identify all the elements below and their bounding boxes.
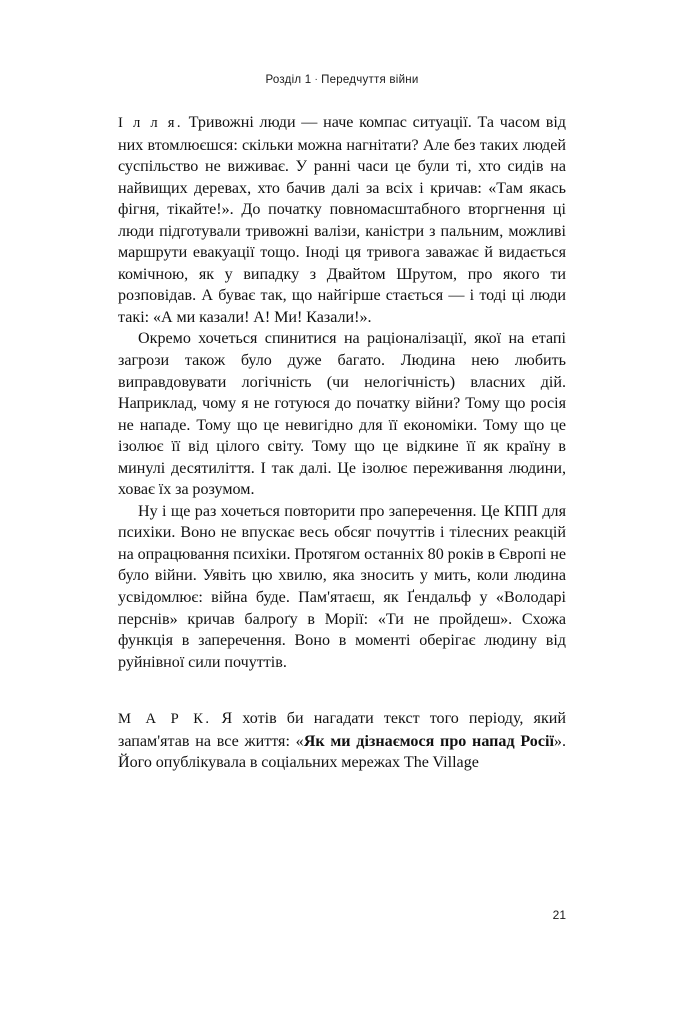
speaker-label-mark: М А Р К. (118, 711, 212, 728)
paragraph-text: Окремо хочеться спинитися на раціоналізації, якої на етапі загрози також було дуже багато. Людина нею любить виправдовувати логічність (чи нелогічність) власних дій. Наприклад, чому я не готуюся до початку війни? Тому що росія не нападе. Тому що це невигідно для її економіки. Тому що це ізолює її від цілого світу. Тому що це відкине її як країну в минулі десятиліття. І так далі. Це ізолює переживання людини, ховає їх за розумом. (118, 330, 566, 499)
paragraph-text-before-bold: Я хотів би нагадати текст того періоду, який запам'ятав на все життя: « (118, 710, 566, 750)
running-head-chapter-title: Передчуття війни (321, 74, 419, 86)
article-title-bold: Як ми дізнаємося про напад Росії (303, 732, 554, 750)
speaker-label-illia: І л л я. (118, 115, 183, 131)
paragraph-mark-speech (118, 708, 566, 774)
text-column (118, 112, 566, 774)
paragraph-illia-speech (118, 112, 566, 328)
running-head-chapter-label: Розділ 1 (265, 74, 312, 86)
page-number: 21 (552, 908, 566, 922)
paragraph-text-after-bold: ». Його опублікувала в соціальних мережах The Village (118, 732, 566, 772)
running-head-separator: · (314, 74, 319, 85)
running-head (118, 74, 566, 86)
paragraph-text: Тривожні люди — наче компас ситуації. Та часом від них втомлюєшся: скільки можна нагнітати? Але без таких людей суспільство не виживає. У ранні часи це були ті, хто сидів на найвищих деревах, хто бачив далі за всіх і кричав: «Там якась фігня, тікайте!». До початку повномасштабного вторгнення ці люди підготували тривожні валізи, каністри з пальним, можливі маршрути евакуації тощо. Іноді ця тривога заважає й видається комічною, як у випадку з Двайтом Шрутом, про якого ти розповідав. А буває так, що найгірше стається — і тоді ці люди такі: «А ми казали! А! Ми! Казали!». (118, 114, 566, 326)
paragraph-denial (118, 501, 566, 673)
paragraph-rationalization (118, 328, 566, 500)
paragraph-text: Ну і ще раз хочеться повторити про заперечення. Це КПП для психіки. Воно не впускає весь обсяг почуттів і тілесних реакцій на опрацювання психіки. Протягом останніх 80 років в Європі не було війни. Уявіть цю хвилю, яка зносить у мить, коли людина усвідомлює: війна буде. Пам'ятаєш, як Ґендальф у «Володарі перснів» кричав балроґу в Морії: «Ти не пройдеш». Схожа функція в заперечення. Воно в моменті оберігає людину від руйнівної сили почуттів. (118, 502, 566, 671)
